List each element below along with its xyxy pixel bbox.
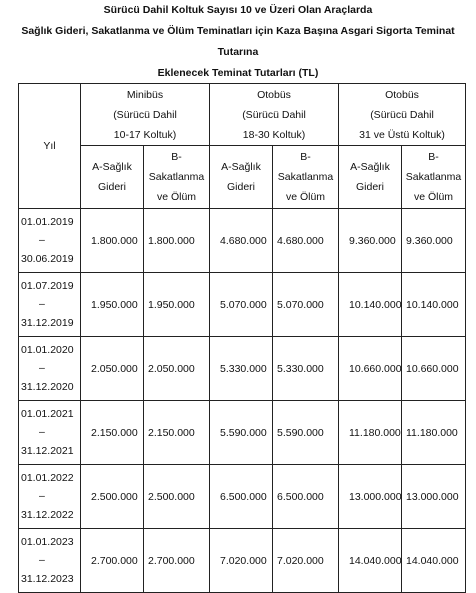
sub-header-text: Sakatlanma [148,171,205,183]
amount-cell: 2.700.000 [144,529,210,593]
amount-cell: 9.360.000 [339,209,402,273]
amount-cell: 14.040.000 [339,529,402,593]
amount-cell: 10.140.000 [402,273,466,337]
sub-header-text: Sakatlanma [277,171,334,183]
amount-cell: 5.590.000 [210,401,273,465]
group-detail: 10-17 Koltuk) [113,128,177,141]
amount-cell: 1.800.000 [144,209,210,273]
period-dash: – [39,298,45,311]
period-end: 31.12.2022 [21,508,74,521]
period-cell [19,401,81,465]
amount-cell: 5.330.000 [273,337,339,401]
year-header: Yıl [19,84,81,209]
period-end: 30.06.2019 [21,252,74,265]
sub-header-text: ve Ölüm [285,191,326,203]
group-name: Otobüs [257,88,291,101]
amount-cell: 13.000.000 [402,465,466,529]
amount-cell: 1.950.000 [144,273,210,337]
amount-cell: 7.020.000 [273,529,339,593]
sub-header-row [19,146,466,209]
amount-cell: 7.020.000 [210,529,273,593]
sub-header-disability [144,146,210,209]
period-start: 01.07.2019 [21,279,74,292]
amount-cell: 13.000.000 [339,465,402,529]
amount-cell: 1.800.000 [81,209,144,273]
coverage-table [18,83,466,593]
period-start: 01.01.2023 [21,535,74,548]
group-detail: 31 ve Üstü Koltuk) [359,128,445,141]
amount-cell: 6.500.000 [210,465,273,529]
period-end: 31.12.2020 [21,380,74,393]
heading-line-3: Eklenecek Teminat Tutarları (TL) [157,67,319,79]
amount-cell: 6.500.000 [273,465,339,529]
sub-header-text: B- [428,151,439,163]
sub-header-text: A-Sağlık [92,161,132,173]
sub-header-text: ve Ölüm [413,191,454,203]
group-detail: (Sürücü Dahil [370,108,434,121]
sub-header-health [81,146,144,209]
amount-cell: 5.070.000 [210,273,273,337]
group-detail: (Sürücü Dahil [113,108,177,121]
period-end: 31.12.2021 [21,444,74,457]
group-header-bus-18-30 [210,84,339,146]
sub-header-text: A-Sağlık [350,161,390,173]
amount-cell: 10.140.000 [339,273,402,337]
amount-cell: 1.950.000 [81,273,144,337]
sub-header-text: B- [300,151,311,163]
amount-cell: 2.500.000 [144,465,210,529]
group-detail: 18-30 Koltuk) [242,128,306,141]
table-row [19,465,466,529]
amount-cell: 2.050.000 [81,337,144,401]
amount-cell: 10.660.000 [339,337,402,401]
period-dash: – [39,426,45,439]
heading-line-1: Sürücü Dahil Koltuk Sayısı 10 ve Üzeri Olan Araçlarda [103,4,373,16]
group-name: Minibüs [126,88,164,101]
period-end: 31.12.2019 [21,316,74,329]
table-row [19,401,466,465]
document-heading [0,0,476,84]
table-row [19,273,466,337]
sub-header-text: A-Sağlık [221,161,261,173]
group-header-row [19,84,466,146]
sub-header-disability [402,146,466,209]
period-start: 01.01.2019 [21,215,74,228]
period-cell [19,273,81,337]
sub-header-text: Gideri [226,181,255,193]
amount-cell: 2.500.000 [81,465,144,529]
table-row [19,529,466,593]
amount-cell: 5.590.000 [273,401,339,465]
amount-cell: 11.180.000 [402,401,466,465]
heading-line-2: Sağlık Gideri, Sakatlanma ve Ölüm Teminatları için Kaza Başına Asgari Sigorta Teminat Tutarına [21,25,455,58]
sub-header-text: Gideri [97,181,126,193]
period-cell [19,209,81,273]
period-start: 01.01.2020 [21,343,74,356]
period-dash: – [39,490,45,503]
sub-header-text: Gideri [355,181,384,193]
sub-header-disability [273,146,339,209]
period-start: 01.01.2021 [21,407,74,420]
period-end: 31.12.2023 [21,572,74,585]
sub-header-health [339,146,402,209]
sub-header-health [210,146,273,209]
amount-cell: 11.180.000 [339,401,402,465]
period-cell [19,529,81,593]
group-name: Otobüs [385,88,419,101]
period-cell [19,337,81,401]
period-dash: – [39,234,45,247]
table-body [19,209,466,593]
period-dash: – [39,362,45,375]
period-cell [19,465,81,529]
table-row [19,209,466,273]
amount-cell: 5.330.000 [210,337,273,401]
period-dash: – [39,554,45,567]
group-header-minibus [81,84,210,146]
sub-header-text: B- [171,151,182,163]
amount-cell: 2.700.000 [81,529,144,593]
group-header-bus-31-plus [339,84,466,146]
amount-cell: 9.360.000 [402,209,466,273]
amount-cell: 14.040.000 [402,529,466,593]
amount-cell: 4.680.000 [273,209,339,273]
amount-cell: 2.150.000 [144,401,210,465]
period-start: 01.01.2022 [21,471,74,484]
amount-cell: 10.660.000 [402,337,466,401]
amount-cell: 5.070.000 [273,273,339,337]
sub-header-text: ve Ölüm [156,191,197,203]
sub-header-text: Sakatlanma [405,171,462,183]
amount-cell: 2.150.000 [81,401,144,465]
group-detail: (Sürücü Dahil [242,108,306,121]
amount-cell: 2.050.000 [144,337,210,401]
amount-cell: 4.680.000 [210,209,273,273]
table-row [19,337,466,401]
